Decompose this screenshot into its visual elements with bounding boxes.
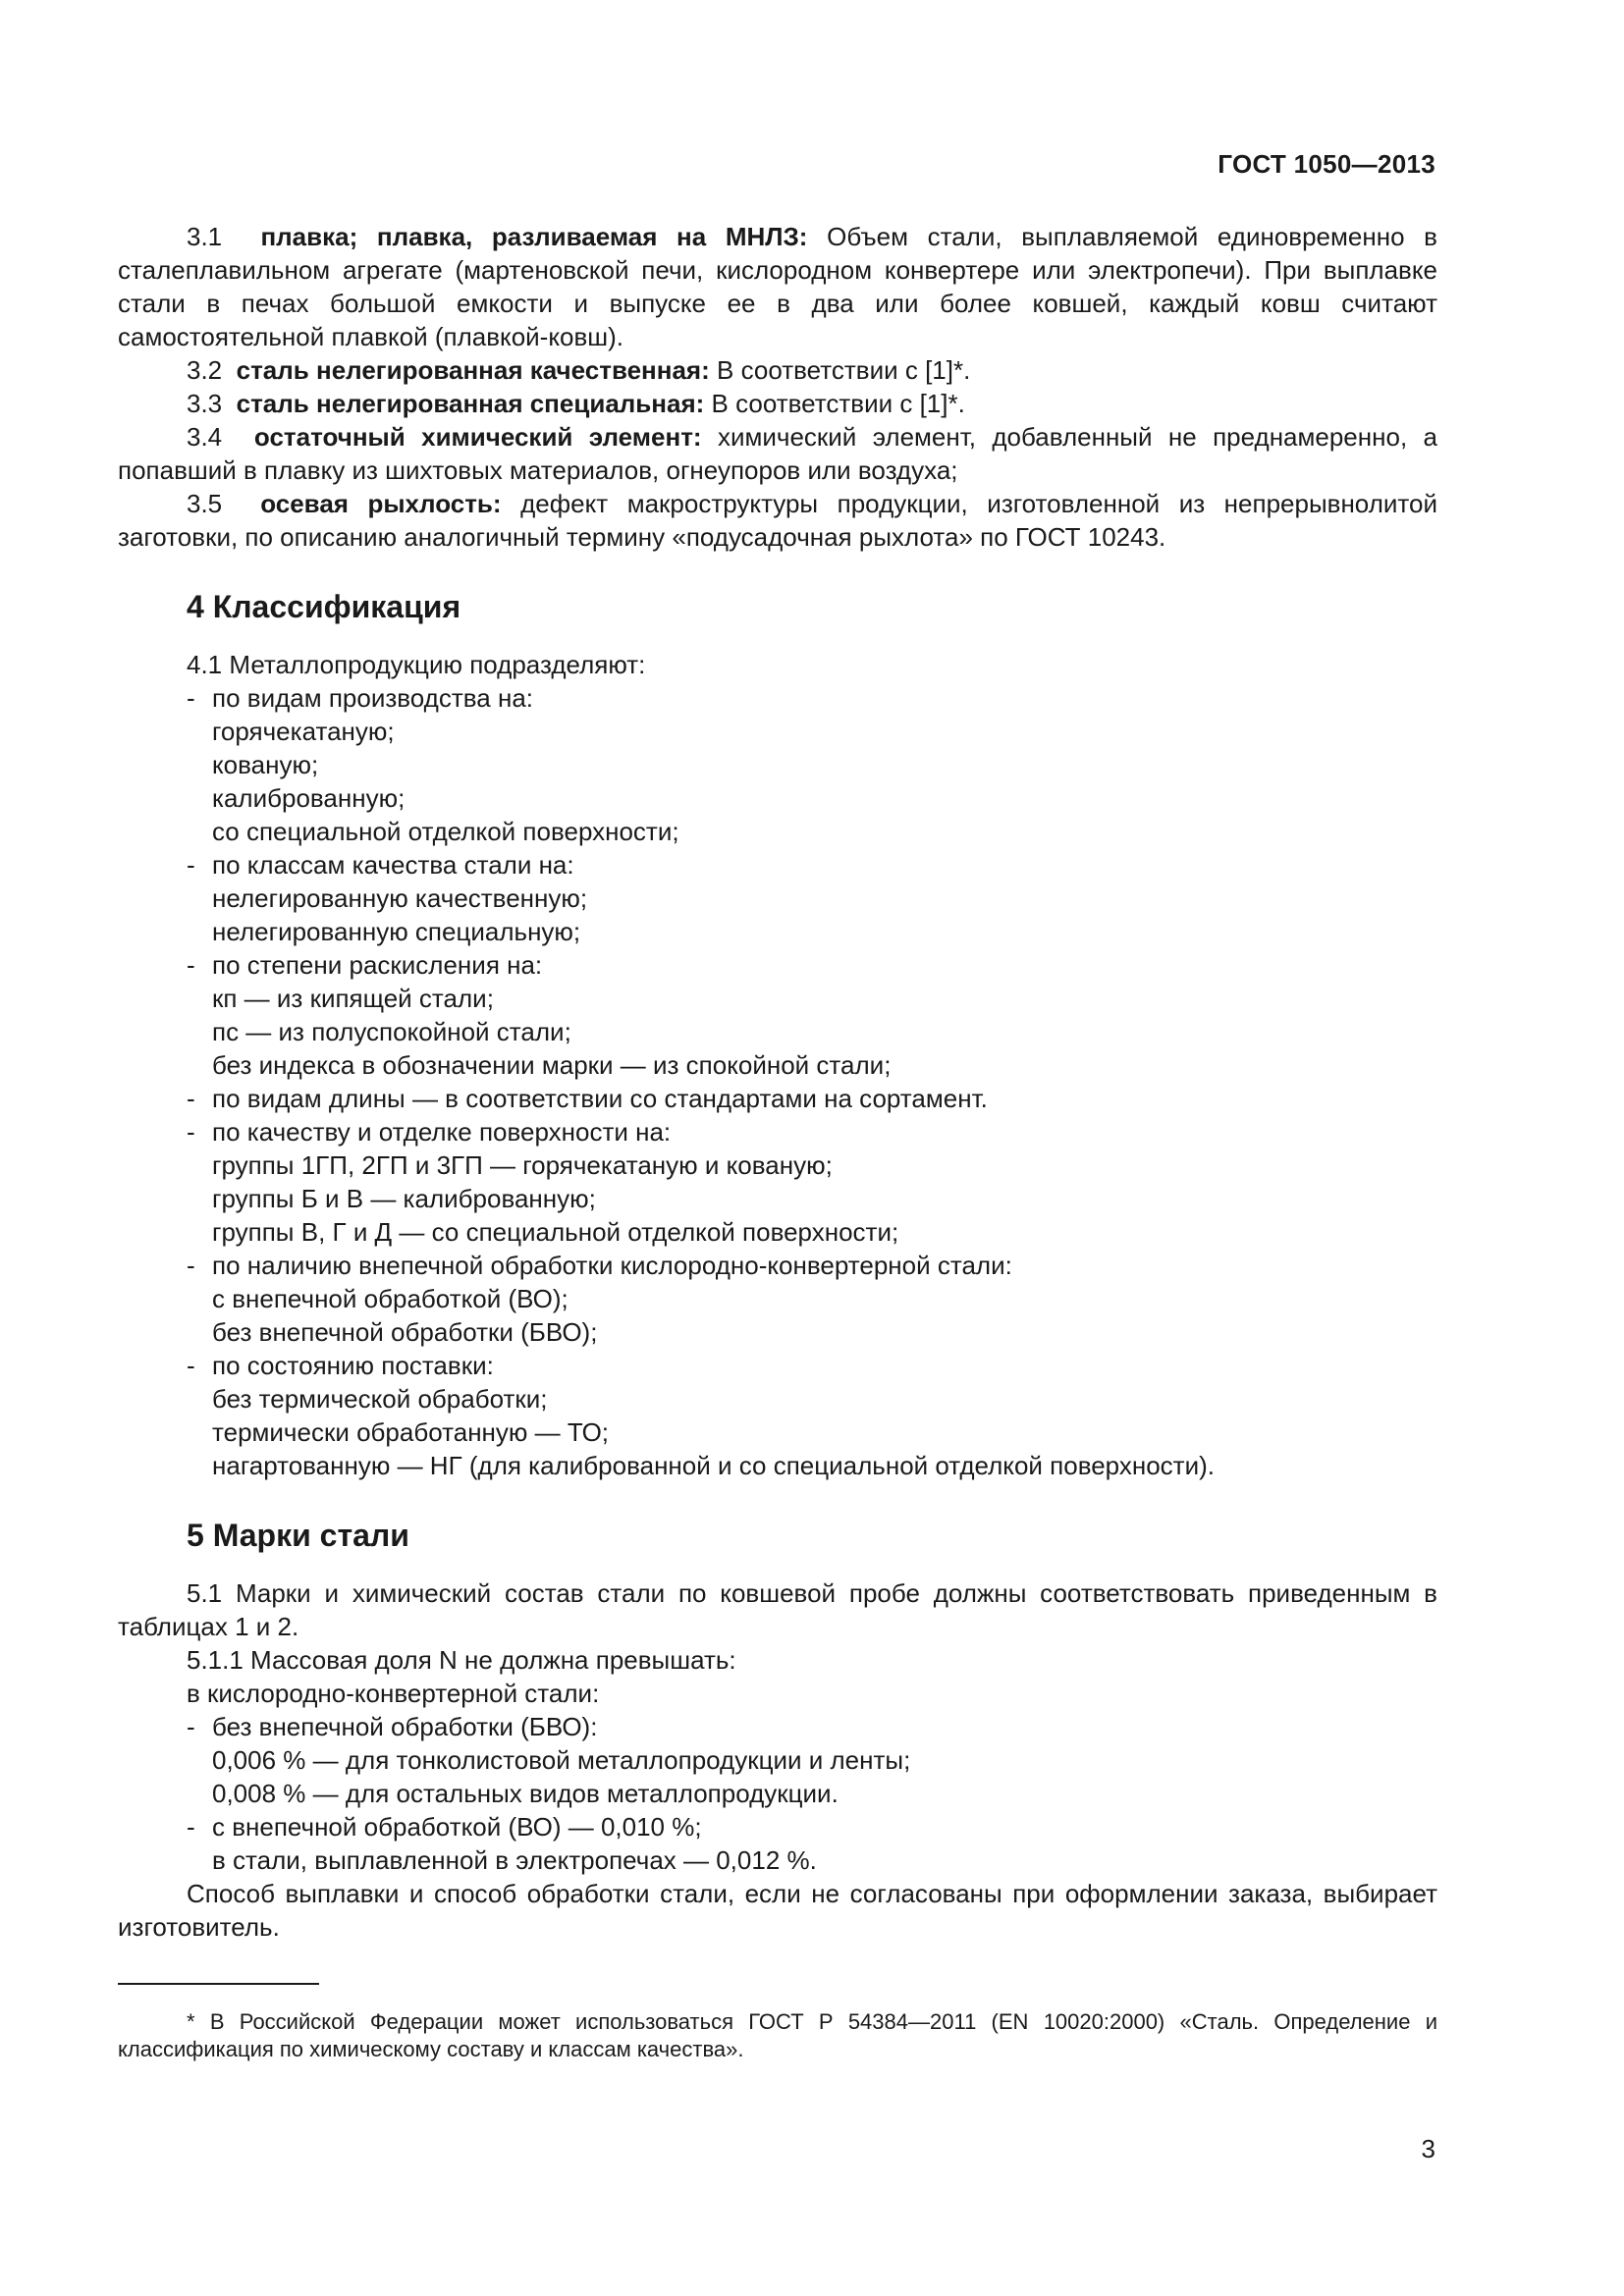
list-subitem: в стали, выплавленной в электропечах — 0,012 %.: [212, 1845, 817, 1875]
classification-group: - по классам качества стали на:: [118, 848, 1437, 881]
classification-item: термически обработанную — ТО;: [212, 1417, 610, 1447]
classification-group: - по состоянию поставки:: [118, 1349, 1437, 1382]
paragraph-5-1: 5.1 Марки и химический состав стали по ковшевой пробе должны соответствовать приведенным в таблицах 1 и 2.: [118, 1578, 1437, 1641]
classification-item: группы Б и В — калиброванную;: [212, 1184, 596, 1213]
list-subitem: 0,006 % — для тонколистовой металлопродукции и ленты;: [212, 1745, 911, 1775]
definition-3-5: 3.5 осевая рыхлость: дефект макроструктуры продукции, изготовленной из непрерывнолитой заготовки, по описанию аналогичный термину «подусадочная рыхлота» по ГОСТ 10243.: [118, 489, 1437, 552]
definition-3-2: 3.2 сталь нелегированная качественная: В соответствии с [1]*.: [187, 355, 971, 385]
list-item-vo: - с внепечной обработкой (ВО) — 0,010 %;: [118, 1810, 1437, 1843]
main-content: [118, 220, 1437, 1944]
document-header: ГОСТ 1050—2013: [1218, 149, 1435, 179]
classification-item: с внепечной обработкой (ВО);: [212, 1284, 568, 1313]
classification-item: кованую;: [212, 750, 319, 779]
classification-item: кп — из кипящей стали;: [212, 984, 494, 1013]
definition-3-1: 3.1 плавка; плавка, разливаемая на МНЛЗ: Объем стали, выплавляемой единовременно в сталеплавильном агрегате (мартеновской печи, кислородном конвертере или электропечи). При выплавке стали в печах большой емкости и выпуске ее в два или более ковшей, каждый ковш считают самостоятельной плавкой (плавкой-ковш).: [118, 222, 1437, 351]
page-number: 3: [1421, 2134, 1435, 2163]
list-subitem: 0,008 % — для остальных видов металлопродукции.: [212, 1779, 839, 1808]
classification-item: нелегированную качественную;: [212, 883, 588, 913]
classification-item: группы В, Г и Д — со специальной отделкой поверхности;: [212, 1217, 899, 1247]
section-heading-classification: 4 Классификация: [187, 589, 461, 624]
classification-intro: 4.1 Металлопродукцию подразделяют:: [187, 650, 646, 679]
footnote-divider: [118, 1983, 319, 1985]
classification-item: без внепечной обработки (БВО);: [212, 1317, 598, 1347]
footnote: * В Российской Федерации может использоваться ГОСТ Р 54384—2011 (EN 10020:2000) «Сталь. Определение и классификация по химическому составу и классам качества».: [118, 2009, 1437, 2061]
classification-list: [118, 681, 1437, 1482]
classification-item: нагартованную — НГ (для калиброванной и со специальной отделкой поверхности).: [212, 1451, 1215, 1480]
paragraph-oxygen-converter: в кислородно-конвертерной стали:: [187, 1679, 600, 1708]
definition-3-3: 3.3 сталь нелегированная специальная: В соответствии с [1]*.: [187, 389, 965, 418]
classification-item: нелегированную специальную;: [212, 917, 581, 946]
term: осевая рыхлость:: [260, 489, 502, 518]
classification-item: группы 1ГП, 2ГП и 3ГП — горячекатаную и кованую;: [212, 1150, 833, 1180]
term: сталь нелегированная качественная:: [236, 355, 710, 385]
classification-group: - по качеству и отделке поверхности на:: [118, 1115, 1437, 1148]
classification-item: без термической обработки;: [212, 1384, 548, 1414]
list-item-bvo: - без внепечной обработки (БВО):: [118, 1710, 1437, 1743]
paragraph-5-1-1: 5.1.1 Массовая доля N не должна превышать:: [187, 1645, 736, 1675]
term: плавка; плавка, разливаемая на МНЛЗ:: [260, 222, 808, 251]
term: остаточный химический элемент:: [253, 422, 702, 452]
section-heading-steel-grades: 5 Марки стали: [187, 1518, 409, 1553]
classification-group: - по наличию внепечной обработки кислородно-конвертерной стали:: [118, 1249, 1437, 1282]
classification-group: - по степени раскисления на:: [118, 948, 1437, 982]
term: сталь нелегированная специальная:: [236, 389, 705, 418]
classification-item: со специальной отделкой поверхности;: [212, 817, 679, 846]
classification-group: - по видам производства на:: [118, 681, 1437, 715]
classification-item: пс — из полуспокойной стали;: [212, 1017, 571, 1046]
definition-3-4: 3.4 остаточный химический элемент: химический элемент, добавленный не преднамеренно, а попавший в плавку из шихтовых материалов, огнеупоров или воздуха;: [118, 422, 1438, 485]
classification-item: калиброванную;: [212, 783, 406, 813]
paragraph-smelting-method: Способ выплавки и способ обработки стали, если не согласованы при оформлении заказа, выбирает изготовитель.: [118, 1879, 1437, 1942]
classification-item: без индекса в обозначении марки — из спокойной стали;: [212, 1050, 892, 1080]
classification-group: - по видам длины — в соответствии со стандартами на сортамент.: [118, 1082, 1437, 1115]
classification-item: горячекатаную;: [212, 717, 395, 746]
